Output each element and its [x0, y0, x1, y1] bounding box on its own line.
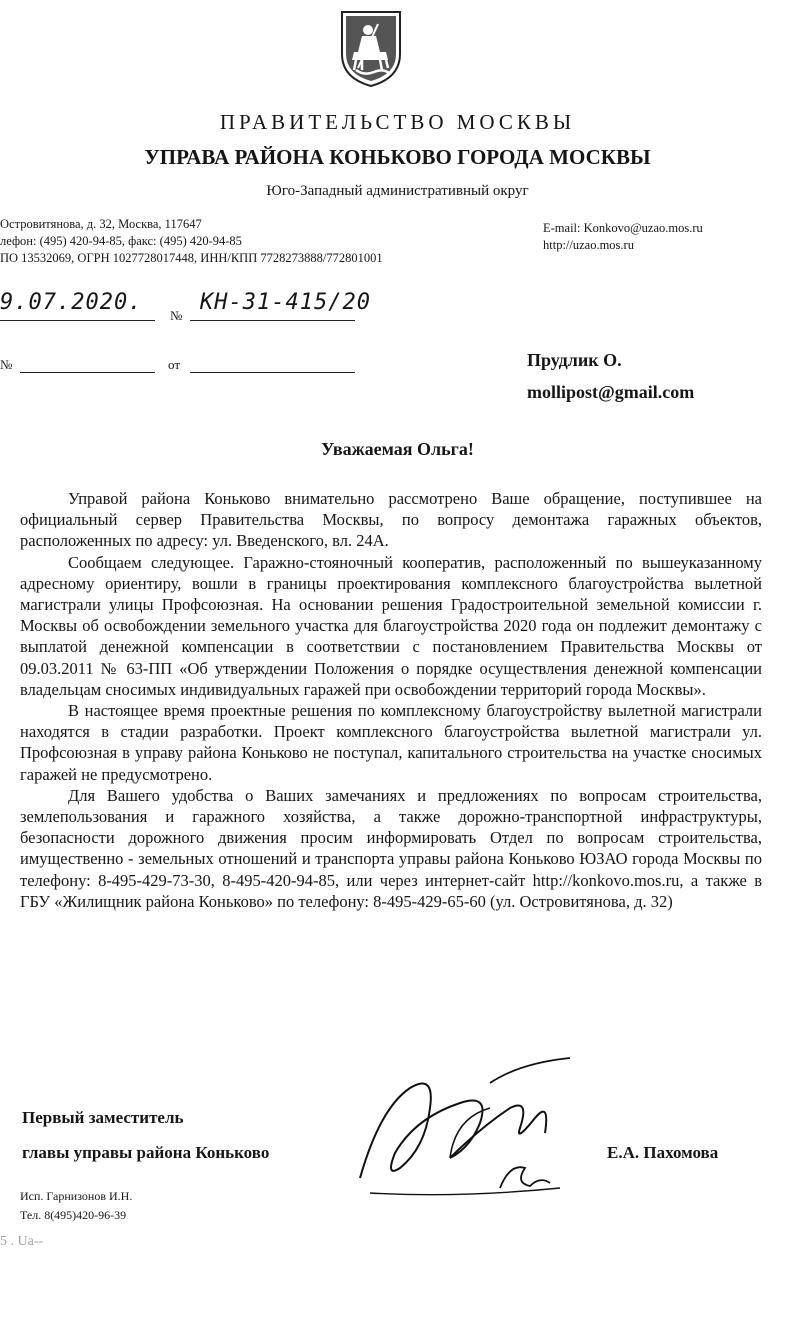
signer-name: Е.А. Пахомова: [607, 1143, 719, 1162]
body-paragraph: В настоящее время проектные решения по комплексному благоустройству вылетной магистрали находятся в стадии разработки. Проект комплексного благоустройства вылетной магистрали ул. Профсоюзная в управу района Коньково не поступал, капитального строительства на участке сносимых гаражей не предусмотрено.: [20, 701, 762, 784]
address-line: Островитянова, д. 32, Москва, 117647: [0, 217, 202, 231]
incoming-number-line: [20, 372, 155, 373]
faint-stamp-text: 5 . Ua‑‑: [0, 1234, 44, 1249]
salutation: Уважаемая Ольга!: [321, 439, 474, 459]
address-block: [0, 216, 383, 267]
date-underline: [0, 320, 155, 321]
number-underline: [190, 320, 355, 321]
handwritten-date: 9.07.2020.: [0, 290, 143, 315]
government-heading: ПРАВИТЕЛЬСТВО МОСКВЫ: [219, 110, 576, 134]
body-paragraph: Сообщаем следующее. Гаражно-стояночный кооператив, расположенный по вышеуказанному адресному ориентиру, вошли в границы проектирования комплексного благоустройства вылетной магистрали улицы Профсоюзная. На основании решения Градостроительной земельной комиссии г. Москвы об освобождении земельного участка для благоустройства 2020 года он подлежит демонтажу с выплатой денежной компенсации в соответствии с постановлением Правительства Москвы от 09.03.2011 № 63-ПП «Об утверждении Положения о порядке осуществления денежной компенсации владельцам сносимых индивидуальных гаражей при освобождении территорий города Москвы».: [20, 552, 762, 699]
recipient-name: Прудлик О.: [527, 350, 622, 370]
incoming-date-line: [190, 372, 355, 373]
uprava-heading: УПРАВА РАЙОНА КОНЬКОВО ГОРОДА МОСКВЫ: [144, 145, 651, 169]
registry-line: ПО 13532069, ОГРН 1027728017448, ИНН/КПП 7728273888/772801001: [0, 251, 383, 265]
recipient-email: mollipost@gmail.com: [527, 382, 695, 402]
incoming-date-label: от: [168, 357, 181, 372]
body-paragraph: Управой района Коньково внимательно рассмотрено Ваше обращение, поступившее на официальный сервер Правительства Москвы, по вопросу демонтажа гаражных объектов, расположенных по адресу: ул. Введенского, вл. 24А.: [20, 489, 762, 551]
phone-line: лефон: (495) 420-94-85, факс: (495) 420-94-85: [0, 234, 242, 248]
body-paragraph: Для Вашего удобства о Ваших замечаниях и предложениях по вопросам строительства, землепользования и гаражного хозяйства, а также дорожно-транспортной инфраструктуры, безопасности дорожного движения просим информировать Отдел по вопросам строительства, имущественно - земельных отношений и транспорта управы района Коньково ЮЗАО города Москвы по телефону: 8-495-429-73-30, 8-495-420-94-85, или через интернет-сайт http://konkovo.mos.ru, а также в ГБУ «Жилищник района Коньково» по телефону: 8-495-429-65-60 (ул. Островитянова, д. 32): [20, 785, 762, 911]
handwritten-number: КН-31-415/20: [200, 290, 371, 315]
moscow-coat-of-arms-icon: [340, 10, 402, 88]
email-line: E-mail: Konkovo@uzao.mos.ru: [543, 221, 703, 235]
incoming-number-label: №: [0, 357, 13, 372]
executor-name: Исп. Гарнизонов И.Н.: [20, 1189, 133, 1203]
handwritten-signature-icon: [340, 1048, 600, 1208]
executor-phone: Тел. 8(495)420-96-39: [20, 1208, 127, 1222]
letter-body: [20, 488, 762, 912]
site-line: http://uzao.mos.ru: [543, 238, 634, 252]
okrug-subheading: Юго-Западный административный округ: [266, 183, 529, 199]
number-label: №: [170, 308, 183, 323]
contact-block: [543, 220, 703, 254]
signer-title-line2: главы управы района Коньково: [22, 1143, 270, 1162]
signer-title-line1: Первый заместитель: [22, 1108, 184, 1127]
